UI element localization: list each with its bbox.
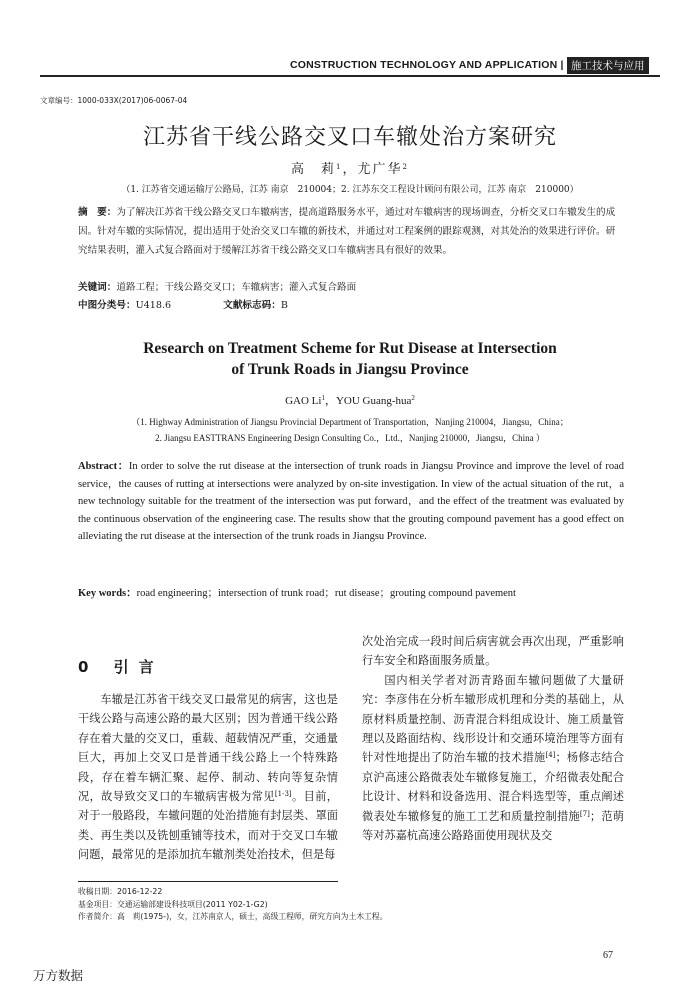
intro-p2-text-a: 国内相关学者对沥青路面车辙问题做了大量研究：李彦伟在分析车辙形成机理和分类的基础上，从原材料质量控制、沥青混合料组成设计、施工质量管理以及路面结构、线形设计和交通环境治理等方面有针对性地提出了防治车辙的技术措施: [362, 673, 624, 765]
author-1-name-en: GAO Li: [285, 395, 322, 407]
doc-code-value: B: [280, 300, 288, 311]
section-number: 0: [78, 658, 99, 676]
clc-label: 中图分类号：: [78, 300, 136, 311]
section-title: 引言: [113, 658, 164, 676]
watermark: 万方数据: [33, 968, 84, 983]
keywords-cn: [78, 278, 624, 297]
abstract-en-text: In order to solve the rut disease at the intersection of trunk roads in Jiangsu Province and improve the level of road service，the causes of rutting at intersections were analyzed by on-site investigation. In view of the actual situation of the rut，a new technology suitable for the treatment of the intersection was put forward，and the effect of the treatment was evaluated by the continuous observation of the engineering case. The results show that the grouting compound pavement has a good effect on alleviating the rut disease at the intersection of the trunk roads in Jiangsu Province.: [78, 461, 624, 542]
title-en-line-1: Research on Treatment Scheme for Rut Disease at Intersection: [143, 340, 557, 357]
header-rule: [40, 75, 660, 77]
classification-line: [78, 296, 624, 315]
article-number: 文章编号：1000-033X(2017)06-0067-04: [40, 96, 188, 105]
keywords-cn-text: 道路工程；干线公路交叉口；车辙病害；灌入式复合路面: [116, 282, 357, 293]
citation-ref: [1-3]: [274, 790, 292, 799]
author-bio: 作者简介：高 莉(1975-)，女，江苏南京人，硕士，高级工程师，研究方向为土木工程。: [78, 912, 388, 921]
received-date: 收稿日期：2016-12-22: [78, 887, 163, 896]
abstract-en: [78, 458, 624, 546]
affiliation-cn: （1. 江苏省交通运输厅公路局，江苏 南京 210004；2. 江苏东交工程设计顾问有限公司，江苏 南京 210000）: [121, 185, 579, 195]
affiliation-en: [60, 414, 640, 446]
clc-value: U418.6: [135, 300, 172, 311]
author-2-name: 尤广华: [357, 162, 403, 177]
abstract-en-label: Abstract：: [78, 461, 129, 472]
intro-paragraph-2: [362, 671, 624, 846]
citation-ref: [7]: [579, 809, 590, 818]
intro-paragraph-continued: 次处治完成一段时间后病害就会再次出现，严重影响行车安全和路面服务质量。: [362, 635, 624, 668]
footnote-rule: [78, 881, 338, 882]
keywords-en-label: Key words：: [78, 588, 137, 599]
body-right-column: [362, 632, 624, 845]
author-separator: ，: [342, 162, 358, 177]
page-number: 67: [603, 950, 613, 961]
intro-p2-text-b: ；杨修志结合京沪高速公路微表处车辙修复施工，介绍微表处配合比设计、材料和设备选用、混合料选型等，重点阐述微表处车辙修复的施工工艺和质量控制措施: [362, 751, 624, 823]
doc-code-label: 文献标志码：: [223, 300, 281, 311]
footnotes: [78, 886, 387, 924]
authors-cn: [0, 158, 700, 177]
citation-ref: [4]: [545, 751, 556, 760]
abstract-cn: [78, 203, 624, 260]
author-2-affil-en: 2: [411, 394, 415, 402]
keywords-en-text: road engineering；intersection of trunk road；rut disease；grouting compound pavement: [136, 588, 516, 599]
affiliation-en-line-2: 2. Jiangsu EASTTRANS Engineering Design Consulting Co.，Ltd.，Nanjing 210000，Jiangsu，China ）: [155, 433, 545, 443]
abstract-cn-text: 为了解决江苏省干线公路交叉口车辙病害，提高道路服务水平，通过对车辙病害的现场调查，分析交叉口车辙发生的成因。针对车辙的实际情况，提出适用于处治交叉口车辙的新技术，并通过对工程案例的跟踪观测，对其处治的效果进行评价。研究结果表明，灌入式复合路面对于缓解江苏省干线公路交叉口车辙病害具有很好的效果。: [78, 207, 616, 256]
author-2-affil: 2: [402, 163, 409, 171]
intro-p1-tail: 。目前，对于一般路段，车辙问题的处治措施有封层类、罩面类、再生类以及铣刨重铺等技术，而对于交叉口车辙问题，最常见的是添加抗车辙剂类处治技术，但是每: [78, 790, 338, 862]
body-left-column: [78, 690, 338, 865]
authors-en: [0, 392, 700, 408]
affiliation-en-line-1: （1. Highway Administration of Jiangsu Provincial Department of Transportation，Nanjing 210004，Jiangsu，China；: [131, 417, 569, 427]
fund-project: 基金项目：交通运输部建设科技项目(2011 Y02-1-G2): [78, 899, 268, 909]
author-separator-en: ，: [324, 395, 336, 407]
author-1-name: 高 莉: [291, 162, 337, 177]
author-1-affil: 1: [336, 163, 343, 171]
author-2-name-en: YOU Guang-hua: [335, 395, 412, 407]
intro-paragraph-1: [78, 690, 338, 865]
section-heading: [78, 656, 164, 677]
journal-section-badge: 施工技术与应用: [567, 57, 649, 74]
title-cn: 江苏省干线公路交叉口车辙处治方案研究: [142, 125, 557, 150]
author-1-affil-en: 1: [321, 394, 325, 402]
intro-p1-text: 车辙是江苏省干线交叉口最常见的病害，这也是干线公路与高速公路的最大区别；因为普通干线公路存在着大量的交叉口，重载、超载情况严重，交通量巨大，再加上交叉口是普通干线公路上一个特殊路段，存在着车辆汇聚、起停、制动、转向等复杂情况，故导致交叉口的车辙病害极为常见: [78, 693, 338, 804]
journal-header-en: CONSTRUCTION TECHNOLOGY AND APPLICATION |: [290, 59, 564, 71]
keywords-cn-label: 关键词：: [78, 282, 117, 293]
keywords-en: [78, 586, 624, 603]
title-en: [0, 338, 700, 380]
abstract-cn-label: 摘 要：: [78, 207, 117, 218]
intro-p2-text-c: ；范萌等对苏嘉杭高速公路路面使用现状及交: [362, 809, 624, 843]
title-en-line-2: of Trunk Roads in Jiangsu Province: [231, 361, 469, 378]
